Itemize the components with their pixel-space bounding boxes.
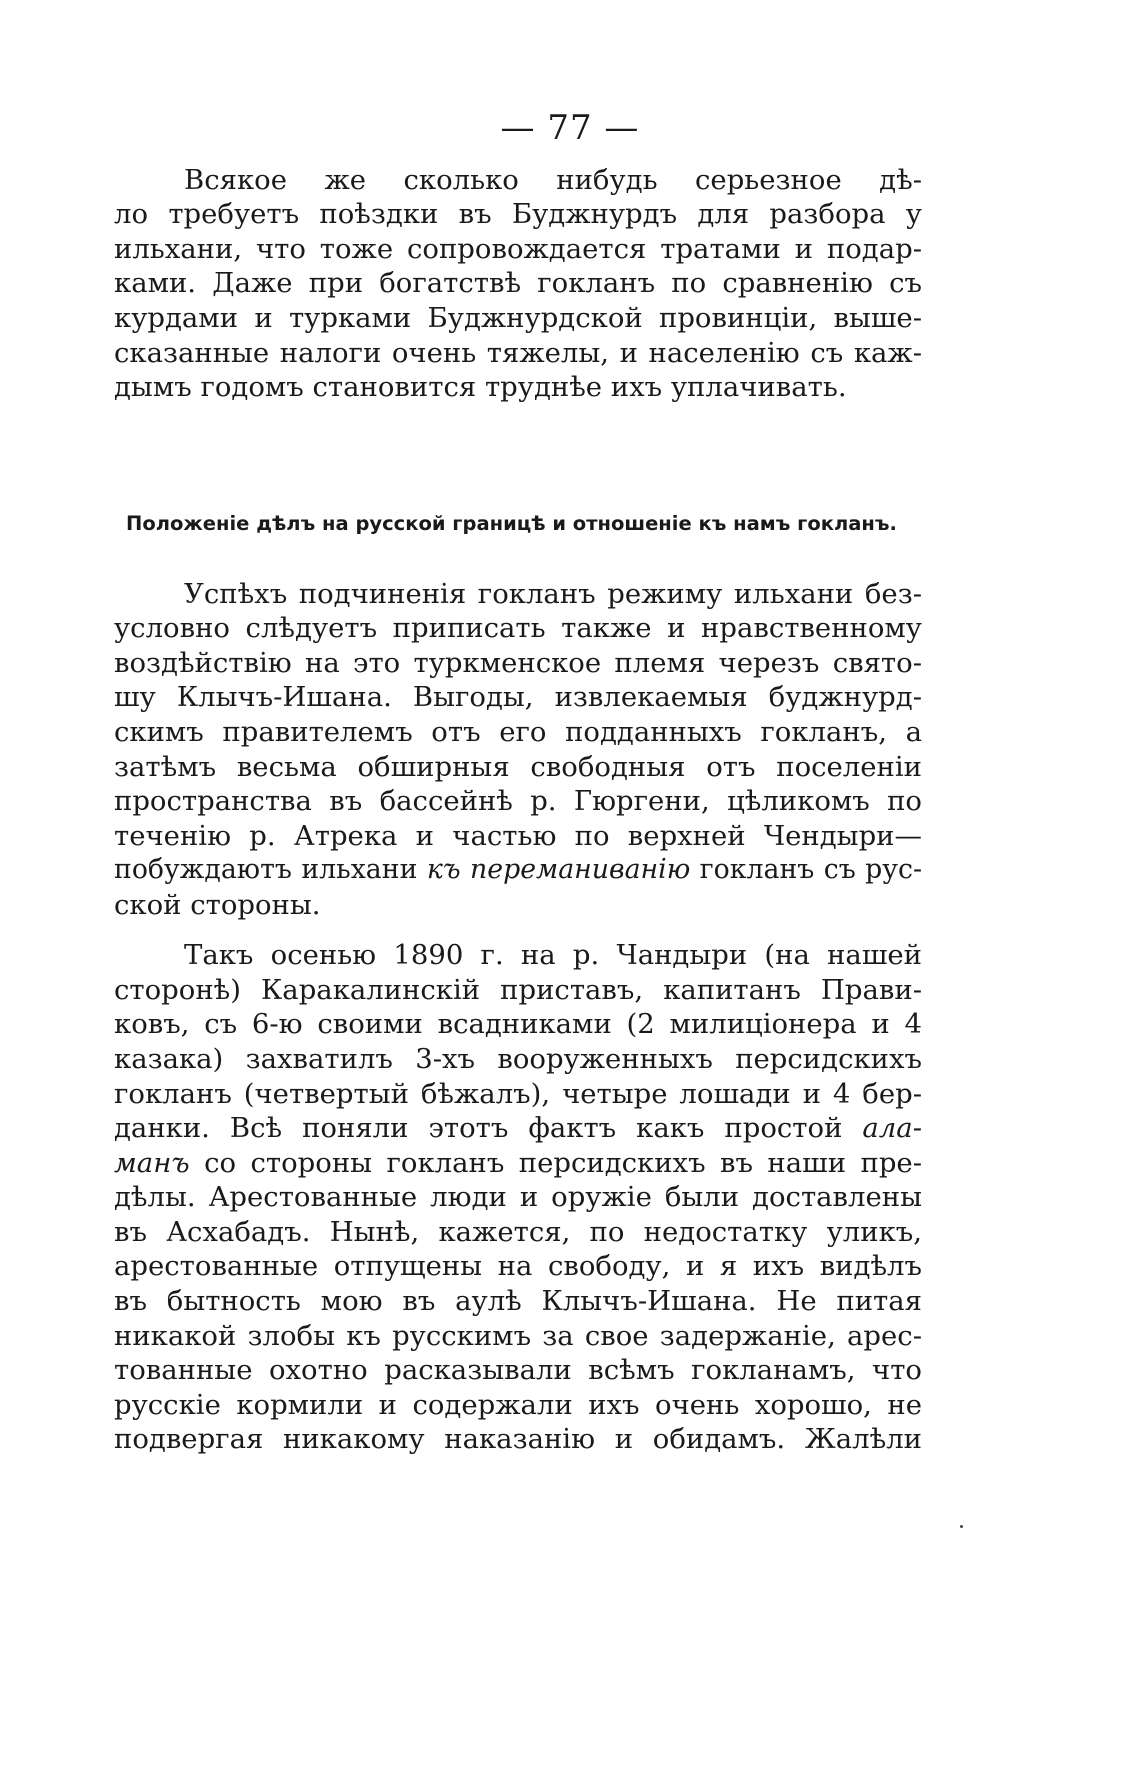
text-run: со стороны гокланъ персидскихъ въ наши пре- <box>189 1147 922 1179</box>
text-line: шу Клычъ-Ишана. Выгоды, извлекаемыя буджнурд- <box>114 681 922 713</box>
text-line: ильхани, что тоже сопровождается тратами и подар- <box>114 233 922 265</box>
text-line: въ бытность мою въ аулѣ Клычъ-Ишана. Не питая <box>114 1285 922 1317</box>
text-line: гокланъ (четвертый бѣжалъ), четыре лошади и 4 бер- <box>114 1078 922 1110</box>
text-line: курдами и турками Буджнурдской провинціи, выше- <box>114 302 922 334</box>
text-line: Успѣхъ подчиненія гокланъ режиму ильхани без- <box>184 578 922 610</box>
text-line: условно слѣдуетъ приписать также и нравственному <box>114 612 922 644</box>
text-line: въ Асхабадъ. Нынѣ, кажется, по недостатку уликъ, <box>114 1216 922 1248</box>
text-run: гокланъ съ рус- <box>690 854 922 885</box>
page-number: — 77 — <box>500 108 640 148</box>
text-line: затѣмъ весьма обширныя свободныя отъ поселеніи <box>114 751 922 783</box>
text-line: сторонѣ) Каракалинскій приставъ, капитанъ Прави- <box>114 974 922 1006</box>
section-heading: Положеніе дѣлъ на русской границѣ и отношеніе къ намъ гокланъ. <box>126 512 897 535</box>
text-line: теченію р. Атрека и частью по верхней Чендыри— <box>114 820 922 852</box>
text-line: дѣлы. Арестованные люди и оружіе были доставлены <box>114 1181 922 1213</box>
text-line <box>114 851 922 889</box>
text-line: русскіе кормили и содержали ихъ очень хорошо, не <box>114 1389 922 1421</box>
text-line: ло требуетъ поѣздки въ Буджнурдъ для разбора у <box>114 198 922 230</box>
text-line: скимъ правителемъ отъ его подданныхъ гокланъ, а <box>114 716 922 748</box>
italic-phrase: къ переманиванію <box>426 854 691 885</box>
italic-phrase: манъ <box>114 1147 190 1179</box>
text-line: воздѣйствію на это туркменское племя черезъ свято- <box>114 647 922 679</box>
text-run: данки. Всѣ поняли этотъ фактъ какъ простой <box>114 1112 863 1144</box>
text-line: Такъ осенью 1890 г. на р. Чандыри (на нашей <box>184 939 922 971</box>
text-run: побуждаютъ ильхани <box>114 854 427 885</box>
print-speck <box>960 1525 963 1528</box>
text-line: арестованные отпущены на свободу, и я ихъ видѣлъ <box>114 1250 922 1282</box>
text-line: дымъ годомъ становится труднѣе ихъ уплачивать. <box>114 371 847 403</box>
text-line: тованные охотно расказывали всѣмъ гокланамъ, что <box>114 1354 922 1386</box>
text-line: пространства въ бассейнѣ р. Гюргени, цѣликомъ по <box>114 785 922 817</box>
italic-phrase: ала- <box>862 1112 922 1144</box>
text-line: ками. Даже при богатствѣ гокланъ по сравненію съ <box>114 267 922 299</box>
text-line: казака) захватилъ 3-хъ вооруженныхъ персидскихъ <box>114 1043 922 1075</box>
text-line: подвергая никакому наказанію и обидамъ. Жалѣли <box>114 1423 922 1455</box>
text-line: Всякое же сколько нибудь серьезное дѣ- <box>184 164 922 196</box>
text-line: сказанные налоги очень тяжелы, и населенію съ каж- <box>114 337 922 369</box>
text-line: никакой злобы къ русскимъ за свое задержаніе, арес- <box>114 1320 922 1352</box>
text-line: ской стороны. <box>114 889 321 921</box>
text-line <box>114 1109 922 1147</box>
text-line: ковъ, съ 6-ю своими всадниками (2 милиціонера и 4 <box>114 1008 922 1040</box>
text-line <box>114 1144 922 1182</box>
